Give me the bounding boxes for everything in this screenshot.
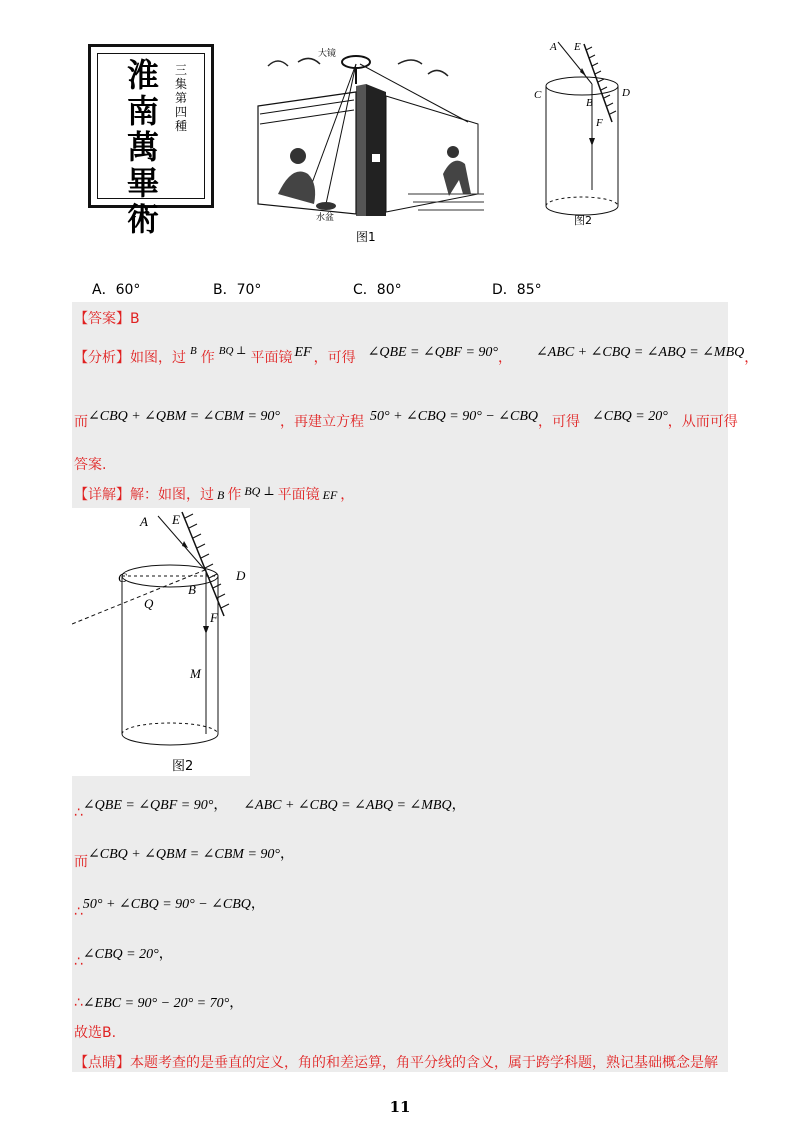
- fig2s-label-a: A: [550, 41, 557, 53]
- detail-step-3: ∴50° + ∠CBQ = 90° − ∠CBQ，: [74, 896, 265, 920]
- analysis-line-1: 【分析】如图，过 $^B$ 作 $^{BQ \perp}$ 平面镜 EF ，可得 ∠QBE = ∠QBF = 90°， ∠ABC + ∠CBQ = ∠ABQ = ∠MBQ，: [74, 345, 759, 366]
- fig2s-label-b: B: [586, 97, 593, 109]
- fig2-label-q: Q: [144, 596, 154, 611]
- book-title-card: [88, 44, 214, 238]
- detail-choose: 故选B.: [74, 1025, 117, 1041]
- fig2-label-b: B: [188, 582, 196, 597]
- fig2-label-f: F: [210, 610, 218, 625]
- fig2s-caption: 图2: [574, 214, 592, 226]
- detail-step-5: ∴∠EBC = 90° − 20° = 70°，: [74, 995, 244, 1011]
- detail-step-1: ∴∠QBE = ∠QBF = 90°， ∠ABC + ∠CBQ = ∠ABQ = ∠MBQ，: [74, 797, 466, 821]
- answer-line: 【答案】B: [74, 311, 140, 327]
- book-subtitle: 三集第四種: [175, 63, 188, 133]
- analysis-line-2: 而∠CBQ + ∠QBM = ∠CBM = 90°，再建立方程 50° + ∠CBQ = 90° − ∠CBQ，可得 ∠CBQ = 20°，从而可得: [74, 409, 738, 430]
- fig1-basin-label: 水盆: [316, 213, 335, 222]
- fig2-label-m: M: [190, 666, 201, 681]
- fig2-label-d: D: [236, 568, 246, 583]
- choice-b: B．70°: [213, 282, 262, 298]
- fig2s-label-c: C: [534, 89, 542, 101]
- fig1-mirror-label: 大镜: [318, 49, 337, 59]
- fig2-caption: 图2: [172, 759, 194, 774]
- figure-2-large: [72, 508, 250, 776]
- figure-2-small: [530, 38, 640, 226]
- fig2s-label-f: F: [596, 117, 603, 129]
- book-title: 淮南萬畢術: [127, 56, 160, 238]
- fig2-label-c: C: [118, 570, 127, 585]
- choice-a: A．60°: [92, 282, 141, 298]
- choice-d: D．85°: [492, 282, 542, 298]
- detail-step-4: ∴∠CBQ = 20°，: [74, 946, 173, 970]
- comment-line: 【点睛】本题考查的是垂直的定义，角的和差运算，角平分线的含义，属于跨学科题，熟记基础概念是解: [74, 1055, 718, 1071]
- analysis-line-3: 答案.: [74, 457, 107, 473]
- fig2-label-a: A: [140, 514, 148, 529]
- figure-1-illustration: [238, 44, 484, 222]
- fig2s-label-e: E: [574, 41, 581, 53]
- fig2s-label-d: D: [622, 87, 630, 99]
- choice-c: C．80°: [353, 282, 402, 298]
- detail-step-2: 而∠CBQ + ∠QBM = ∠CBM = 90°，: [74, 846, 295, 870]
- fig2-label-e: E: [172, 512, 180, 527]
- fig1-caption: 图1: [356, 230, 376, 244]
- page-number: 11: [389, 1098, 411, 1116]
- detail-line-1: 【详解】解：如图，过 B 作 $^{BQ \perp}$ 平面镜 EF ，: [74, 484, 355, 503]
